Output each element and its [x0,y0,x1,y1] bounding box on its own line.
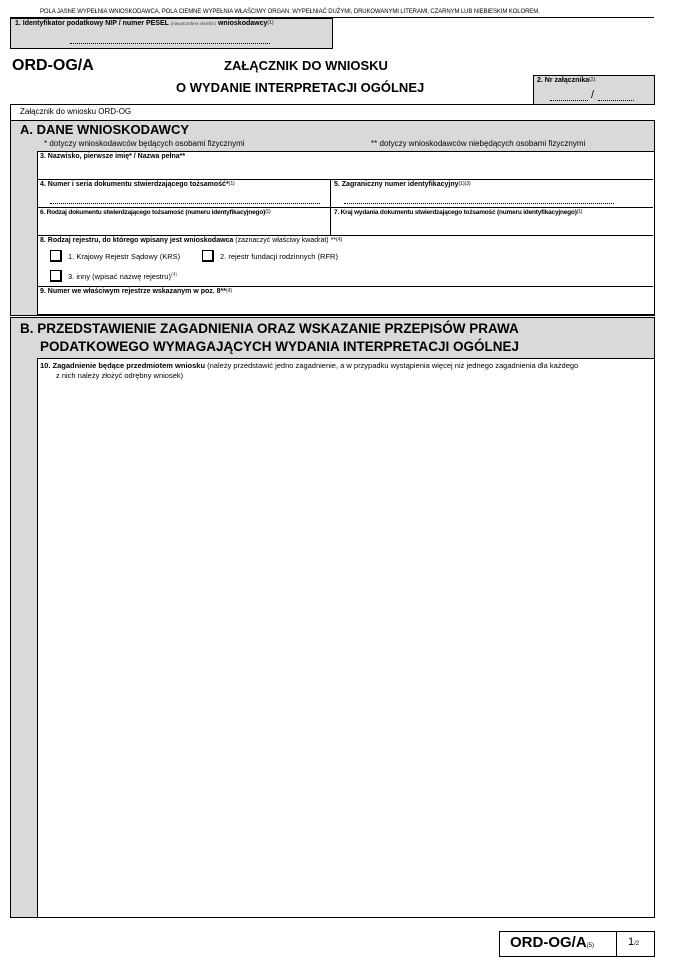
form-title-line1: ZAŁĄCZNIK DO WNIOSKU [224,58,388,73]
option-rfr-label: 2. rejestr fundacji rodzinnych (RFR) [220,252,338,261]
field-2-label: 2. Nr załącznika$^{(2)}$ [537,77,596,84]
header-note: POLA JASNE WYPEŁNIA WNIOSKODAWCA, POLA CIEMNE WYPEŁNIA WŁAŚCIWY ORGAN. WYPEŁNIAĆ DUŻYMI, DRUKOWANYMI LITERAMI, CZARNYM LUB NIEBIESKIM KOLOREM. [40,9,540,15]
issue-description-input[interactable] [40,385,650,913]
register-number-input[interactable] [40,297,650,312]
section-b-title-line2: PODATKOWEGO WYMAGAJĄCYCH WYDANIA INTERPRETACJI OGÓLNEJ [40,339,520,354]
section-a-note1: * dotyczy wnioskodawców będących osobami fizycznymi [44,139,245,148]
attachment-of-label: Załącznik do wniosku ORD-OG [20,107,132,116]
section-a-title: A. DANE WNIOSKODAWCY [20,122,189,137]
field-9-label: 9. Numer we właściwym rejestrze wskazanym w poz. 8**$^{(4)}$ [40,288,233,295]
nip-pesel-line [70,43,270,44]
section-a-note2: ** dotyczy wnioskodawców niebędących osobami fizycznymi [371,139,586,148]
option-other-label: 3. inny (wpisać nazwę rejestru)$^{(4)}$ [68,272,178,281]
divider [37,235,653,236]
field-3-label: 3. Nazwisko, pierwsze imię* / Nazwa pełna** [40,153,186,160]
foreign-id-input[interactable] [334,190,650,206]
field-1-label: 1. Identyfikator podatkowy NIP / numer PESEL (niepotrzebne skreślić) wnioskodawcy$^{(1)}$ [15,20,274,27]
footer-page: 1/2 [628,936,640,948]
checkbox-other-register[interactable] [50,270,62,282]
divider [37,286,653,287]
divider [37,207,653,208]
other-register-input[interactable] [200,268,650,284]
field-10-label: 10. Zagadnienie będące przedmiotem wniosku (należy przedstawić jedno zagadnienie, a w przypadku wystąpienia więcej niż jednego zagadnienia dla każdego z nich należy złożyć odrębny wniosek) [40,361,579,380]
id-document-number-input[interactable] [40,190,326,206]
checkbox-krs[interactable] [50,250,62,262]
footer-code: ORD-OG/A(5) [510,934,595,951]
form-code: ORD-OG/A [12,57,94,74]
checkbox-rfr[interactable] [202,250,214,262]
form-title-line2: O WYDANIE INTERPRETACJI OGÓLNEJ [176,80,425,95]
field-5-label: 5. Zagraniczny numer identyfikacyjny$^{(1)(3)}$ [334,181,471,188]
id-document-type-input[interactable] [40,218,326,234]
field-7-label: 7. Kraj wydania dokumentu stwierdzającego tożsamość (numeru identyfikacyjnego)$^{(1)}$ [334,209,583,216]
divider [330,179,331,235]
id-issuing-country-input[interactable] [334,218,650,234]
attachment-no-input[interactable] [545,88,645,102]
option-krs-label: 1. Krajowy Rejestr Sądowy (KRS) [68,252,181,261]
divider [37,179,653,180]
footer-divider [616,931,617,956]
name-input[interactable] [40,162,650,178]
section-b-title-line1: B. PRZEDSTAWIENIE ZAGADNIENIA ORAZ WSKAZANIE PRZEPISÓW PRAWA [20,321,519,336]
field-4-label: 4. Numer i seria dokumentu stwierdzającego tożsamość*$^{(1)}$ [40,181,235,188]
field-8-label: 8. Rodzaj rejestru, do którego wpisany jest wnioskodawca (zaznaczyć właściwy kwadrat) **$^{(4)}$ [40,237,343,244]
field-6-label: 6. Rodzaj dokumentu stwierdzającego tożsamość (numeru identyfikacyjnego)$^{(1)}$ [40,209,271,216]
attachment-no-slash: / [591,89,595,101]
nip-pesel-input[interactable] [14,30,328,44]
